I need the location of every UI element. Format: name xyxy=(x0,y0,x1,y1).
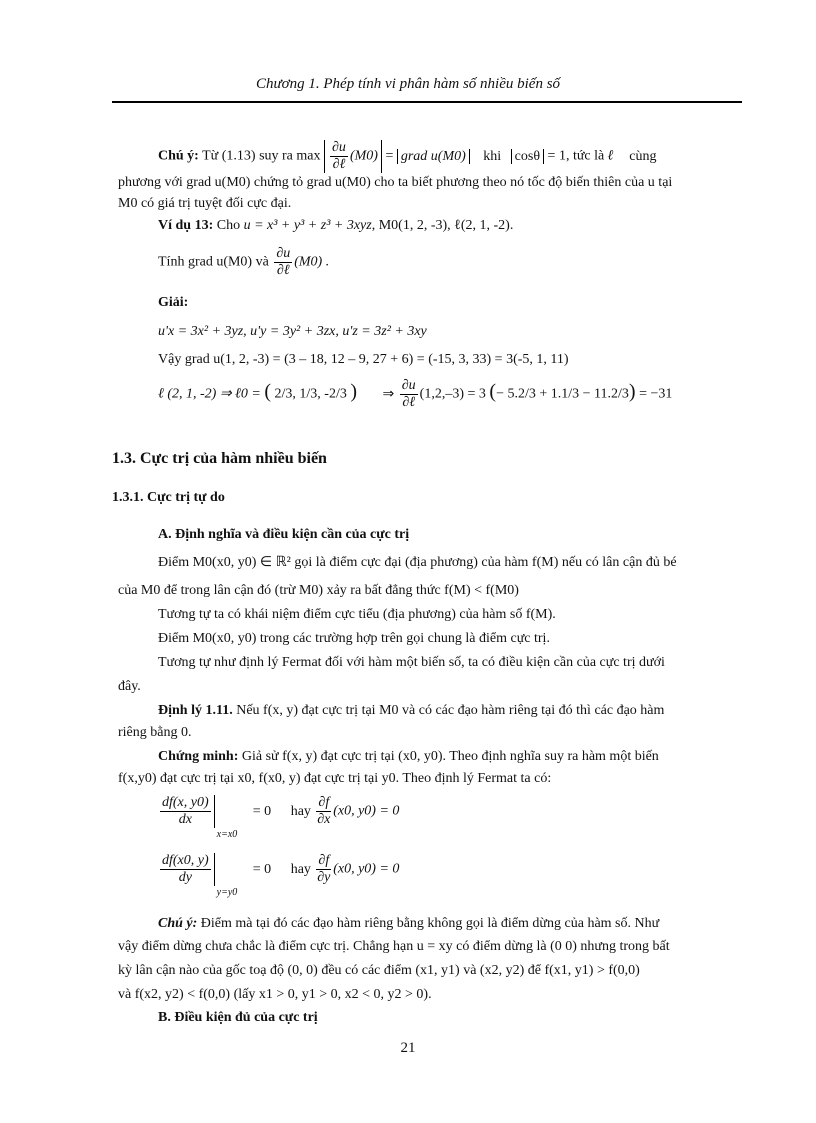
eq2-den: dy xyxy=(178,870,192,885)
section-1-3-title: 1.3. Cực trị của hàm nhiều biến xyxy=(112,450,327,467)
section-1-3-1-title: 1.3.1. Cực trị tự do xyxy=(112,490,225,505)
solution-ell-vec-0: 2/3 xyxy=(274,386,293,402)
solution-du: ∂u xyxy=(401,378,416,393)
partA-p1-line2: của M0 để trong lân cận đó (trừ M0) xảy ra bất đẳng thức f(M) < f(M0) xyxy=(118,583,519,598)
example13-rest: , M0(1, 2, -3), ℓ(2, 1, -2). xyxy=(371,218,514,233)
eq1-sub: x=x0 xyxy=(216,828,238,840)
solution-ell-line: ℓ (2, 1, -2) ⇒ ℓ0 = ( 2/3, 1/3, -2/3 ) ⇒ $\frac{\partial u}{\text{∂ℓ}}$ (1,2,–3) = 3 (− 5.2/3 + 1.1/3 − 11.2/3) = −31 xyxy=(158,378,673,410)
example13-task-a: Tính grad u(M0) và xyxy=(158,254,269,270)
note2-line2: vậy điểm dừng chưa chắc là điểm cực trị. Chẳng hạn u = xy có điểm dừng là (0 0) nhưng trong bất xyxy=(118,939,670,954)
eq1-hay: hay xyxy=(290,803,311,819)
note2-line1 xyxy=(118,913,740,934)
note1-cos: cosθ xyxy=(511,149,544,164)
solution-deriv-b: (1,2,–3) = 3 xyxy=(419,386,486,402)
partA-p1-a: Điểm xyxy=(158,555,190,570)
note2-line3: kỳ lân cận nào của gốc toạ độ (0, 0) đều có các điểm (x1, y1) và (x2, y2) để f(x1, y1) > f(0,0) xyxy=(118,963,640,978)
solution-dl: ∂ℓ xyxy=(402,395,416,410)
proof-line1 xyxy=(118,746,740,767)
example13-text: Cho xyxy=(216,218,241,233)
eq1-num: df(x, y0) xyxy=(162,795,209,810)
solution-grad-line: Vậy grad u(1, 2, -3) = (3 – 18, 12 – 9, 27 + 6) = (-15, 3, 33) = 3(-5, 1, 11) xyxy=(158,352,569,367)
eq2-arg: (x0, y0) = 0 xyxy=(333,861,400,877)
example13-line xyxy=(158,218,513,234)
proof-line2: f(x,y0) đạt cực trị tại x0, f(x0, y) đạt cực trị tại y0. Theo định lý Fermat ta có: xyxy=(118,771,552,786)
note1-du: ∂u xyxy=(332,140,346,155)
note1-one: = 1 xyxy=(547,148,566,164)
partA-p1-line1 xyxy=(158,554,677,571)
note1-text-a: Từ (1.13) suy ra max xyxy=(202,148,321,164)
eq1-pden: ∂x xyxy=(317,812,331,827)
eq2-pnum: ∂f xyxy=(318,853,330,868)
eq1-rhs: = 0 xyxy=(252,803,272,819)
example13-formula: u = x³ + y³ + z³ + 3xyz xyxy=(243,218,372,233)
eq2-num: df(x0, y) xyxy=(162,853,209,868)
note2-line4: và f(x2, y2) < f(0,0) (lấy x1 > 0, y1 > 0, x2 < 0, y2 > 0). xyxy=(118,987,432,1002)
example13-task-b: (M0) . xyxy=(294,254,330,270)
eq2-hay: hay xyxy=(290,861,311,877)
solution-ell-vec-2: -2/3 xyxy=(324,386,347,402)
solution-label: Giải: xyxy=(158,295,189,310)
partA-title: A. Định nghĩa và điều kiện cần của cực trị xyxy=(158,527,410,542)
partA-p1-formula: M0(x0, y0) ∈ ℝ² xyxy=(192,555,291,570)
partA-p3: Điểm M0(x0, y0) trong các trường hợp trên gọi chung là điểm cực trị. xyxy=(158,631,550,646)
note1-label: Chú ý: xyxy=(158,148,199,164)
proof-label: Chứng minh: xyxy=(158,749,239,764)
eq2-pden: ∂y xyxy=(317,870,331,885)
proof-eq2 xyxy=(158,853,400,898)
page-number: 21 xyxy=(400,1040,416,1056)
task-du: ∂u xyxy=(276,246,291,261)
theorem-line1 xyxy=(118,700,740,721)
example13-task xyxy=(158,246,329,279)
note2-label: Chú ý: xyxy=(158,916,198,931)
solution-deriv-result: = −31 xyxy=(639,386,673,402)
solution-ell-vec-1: 1/3 xyxy=(299,386,318,402)
note1-line3: M0 có giá trị tuyệt đối cực đại. xyxy=(118,196,292,211)
note1-line2: phương với grad u(M0) chứng tỏ grad u(M0) cho ta biết phương theo nó tốc độ biến thiên của u tại xyxy=(118,175,673,190)
task-dl: ∂ℓ xyxy=(276,263,290,278)
note1-ell: ℓ xyxy=(607,148,614,164)
note1-eq: = xyxy=(385,148,394,164)
eq1-arg: (x0, y0) = 0 xyxy=(333,803,400,819)
solution-deriv-a: ⇒ xyxy=(382,386,395,402)
proof-text-a: Giả sử f(x, y) đạt cực trị tại (x0, y0). Theo định nghĩa suy ra hàm một biến xyxy=(241,749,659,764)
note1-line1 xyxy=(158,140,656,173)
solution-partials: u'x = 3x² + 3yz, u'y = 3y² + 3zx, u'z = 3z² + 3xy xyxy=(158,324,427,339)
note1-text-c: , tức là xyxy=(565,148,605,164)
solution-deriv-expr: − 5.2/3 + 1.1/3 − 11.2/3 xyxy=(496,386,629,402)
note1-grad: grad u(M0) xyxy=(397,149,470,164)
theorem-text-a: Nếu f(x, y) đạt cực trị tại M0 và có các đạo hàm riêng tại đó thì các đạo hàm xyxy=(236,703,665,718)
eq2-rhs: = 0 xyxy=(252,861,272,877)
note1-m0: (M0) xyxy=(349,148,378,164)
header-rule xyxy=(112,101,742,103)
solution-ell-a: ℓ (2, 1, -2) ⇒ ℓ0 = xyxy=(158,386,261,402)
note2-text-a: Điểm mà tại đó các đạo hàm riêng bằng không gọi là điểm dừng của hàm số. Như xyxy=(200,916,660,931)
theorem-label: Định lý 1.11. xyxy=(158,703,233,718)
example13-label: Ví dụ 13: xyxy=(158,218,214,233)
note1-khi: khi xyxy=(483,148,502,164)
partA-p4-line2: đây. xyxy=(118,679,141,694)
note1-dl: ∂ℓ xyxy=(332,157,346,172)
note1-text-d: cùng xyxy=(629,148,657,164)
chapter-header: Chương 1. Phép tính vi phân hàm số nhiều biến số xyxy=(255,76,561,92)
partB-title: B. Điều kiện đủ của cực trị xyxy=(158,1010,318,1025)
eq1-pnum: ∂f xyxy=(318,795,330,810)
proof-eq1 xyxy=(158,795,400,840)
partA-p1-b: gọi là điểm cực đại (địa phương) của hàm f(M) nếu có lân cận đủ bé xyxy=(294,555,677,570)
eq1-den: dx xyxy=(178,812,192,827)
eq2-sub: y=y0 xyxy=(216,886,238,898)
theorem-line2: riêng bằng 0. xyxy=(118,725,192,740)
partA-p2: Tương tự ta có khái niệm điểm cực tiểu (địa phương) của hàm số f(M). xyxy=(158,607,556,622)
partA-p4-line1: Tương tự như định lý Fermat đối với hàm một biến số, ta có điều kiện cần của cực trị dưới xyxy=(158,655,665,670)
